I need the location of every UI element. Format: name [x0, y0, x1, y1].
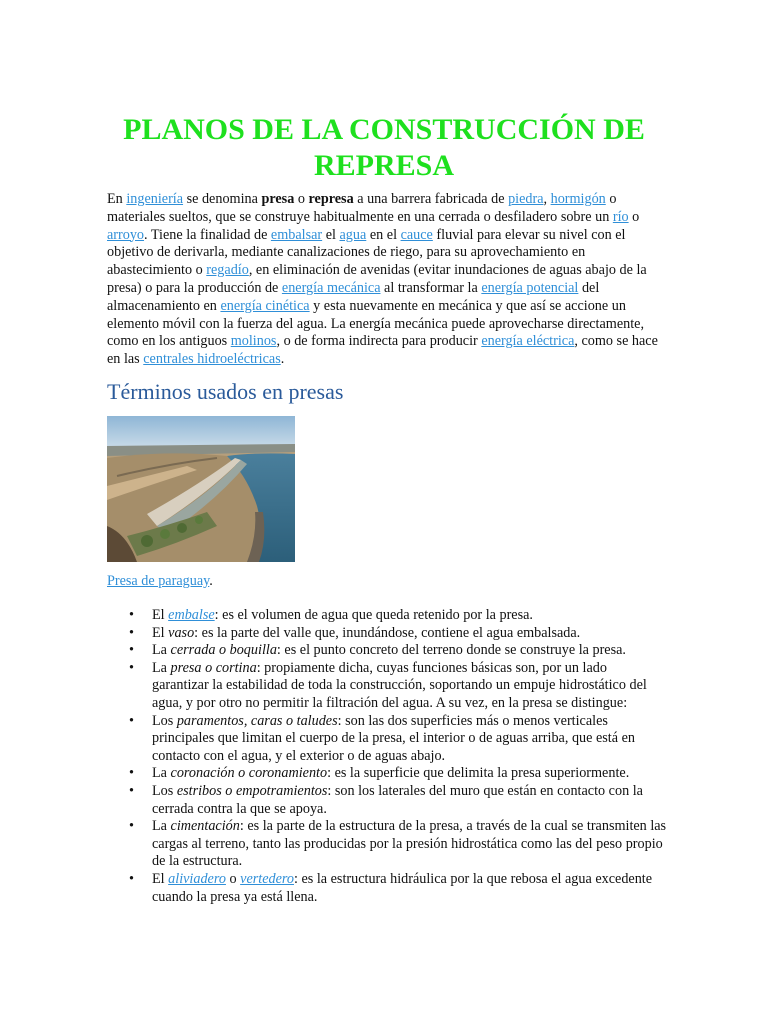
text: El: [152, 870, 169, 887]
link-centrales-hidroelectricas[interactable]: centrales hidroeléctricas: [143, 351, 281, 368]
text: El: [152, 624, 169, 641]
text: en el: [366, 226, 401, 243]
link-hormigon[interactable]: hormigón: [550, 191, 606, 207]
text: , como se hace en las: [107, 333, 658, 368]
link-presa-de-paraguay[interactable]: Presa de paraguay: [107, 573, 210, 589]
dam-photo: [107, 416, 295, 562]
text: La: [152, 818, 171, 835]
link-cauce[interactable]: cauce: [400, 226, 433, 243]
term: cerrada o boquilla: [170, 642, 277, 659]
text: se denomina: [183, 191, 262, 207]
text: La: [152, 642, 171, 659]
link-aliviadero[interactable]: aliviadero: [168, 870, 226, 887]
link-ingenieria[interactable]: ingeniería: [126, 191, 184, 207]
text: El: [152, 607, 169, 623]
text: al transformar la: [380, 279, 482, 296]
text: a una barrera fabricada de: [353, 191, 509, 207]
text: : son los laterales del muro que están en contacto con la cerrada contra la que se apoya.: [152, 782, 643, 817]
text: : propiamente dicha, cuyas funciones básicas son, por un lado garantizar la estabilidad de toda la construcción, soportando un empuje hidrostático del agua, y por otro no permitir la filtración del agua. A su vez, en la presa se distingue:: [152, 659, 647, 711]
link-embalsar[interactable]: embalsar: [270, 226, 323, 243]
link-molinos[interactable]: molinos: [230, 333, 277, 350]
text: : es la parte del valle que, inundándose, contiene el agua embalsada.: [194, 624, 581, 641]
text: .: [280, 351, 285, 368]
link-energia-mecanica[interactable]: energía mecánica: [281, 279, 381, 296]
text: : es la estructura hidráulica por la que rebosa el agua excedente cuando la presa ya está llena.: [152, 870, 653, 905]
text: el: [322, 226, 340, 243]
text: Los: [152, 782, 177, 799]
term: paramentos, caras o taludes: [176, 712, 338, 729]
link-energia-electrica[interactable]: energía eléctrica: [481, 333, 575, 350]
text: o: [294, 191, 309, 207]
link-energia-potencial[interactable]: energía potencial: [481, 279, 579, 296]
text: del almacenamiento en: [107, 279, 600, 314]
text: , o de forma indirecta para producir: [276, 333, 482, 350]
list-item: [152, 660, 667, 713]
link-vertedero[interactable]: vertedero: [240, 870, 294, 887]
link-agua[interactable]: agua: [339, 226, 367, 243]
text: o materiales sueltos, que se construye habitualmente en una cerrada o desfiladero sobre un: [107, 191, 617, 225]
link-piedra[interactable]: piedra: [508, 191, 544, 207]
list-item: [152, 871, 667, 906]
text: : son las dos superficies más o menos verticales principales que limitan el cuerpo de la presa, el interior o de aguas arriba, que está en contacto con el agua, y el exterior o de aguas abajo.: [152, 712, 635, 764]
link-rio[interactable]: río: [612, 208, 629, 225]
link-regadio[interactable]: regadío: [206, 262, 249, 279]
text: La: [152, 765, 171, 782]
list-item: [152, 765, 667, 783]
image-caption: [107, 572, 213, 590]
text: .: [209, 573, 213, 589]
bold-term-represa: represa: [308, 191, 354, 207]
text: y esta nuevamente en mecánica y que así se accione un elemento móvil con la fuerza del agua. La energía mecánica puede aprovecharse directamente, como en los antiguos: [107, 297, 645, 350]
text: fluvial para elevar su nivel con el objetivo de derivarla, mediante canalizaciones de riego, para su aprovechamiento en abastecimiento o: [107, 226, 626, 279]
link-arroyo[interactable]: arroyo: [107, 226, 145, 243]
text: o: [628, 208, 640, 225]
bold-term-presa: presa: [261, 191, 295, 207]
text: : es la superficie que delimita la presa superiormente.: [327, 765, 630, 782]
text: : es el punto concreto del terreno donde se construye la presa.: [276, 642, 626, 659]
text: : es el volumen de agua que queda retenido por la presa.: [214, 607, 533, 623]
intro-paragraph: [107, 191, 667, 369]
text: La: [152, 659, 171, 676]
text: En: [107, 191, 127, 207]
terms-list: [107, 607, 667, 906]
page-title: PLANOS DE LA CONSTRUCCIÓN DE REPRESA: [123, 113, 645, 182]
text: : es la parte de la estructura de la presa, a través de la cual se transmiten las cargas al terreno, tanto las producidas por la presión hidrostática como las del peso propio de la estructura.: [152, 818, 667, 870]
term: estribos o empotramientos: [176, 782, 328, 799]
list-item: [152, 642, 667, 660]
term: presa o cortina: [170, 659, 257, 676]
text: o: [225, 870, 241, 887]
term: cimentación: [170, 818, 240, 835]
text: . Tiene la finalidad de: [144, 226, 271, 243]
link-energia-cinetica[interactable]: energía cinética: [220, 297, 310, 314]
term: vaso: [168, 624, 195, 641]
list-item: [152, 625, 667, 643]
list-item: [152, 607, 667, 625]
list-item: [152, 783, 667, 818]
link-embalse[interactable]: embalse: [168, 607, 215, 623]
term: coronación o coronamiento: [170, 765, 328, 782]
text: ,: [543, 191, 551, 207]
list-item: [152, 713, 667, 766]
list-item: [152, 818, 667, 871]
section-heading: Términos usados en presas: [107, 379, 344, 404]
text: , en eliminación de avenidas (evitar inundaciones de aguas abajo de la presa) o para la producción de: [107, 262, 647, 296]
text: Los: [152, 712, 177, 729]
